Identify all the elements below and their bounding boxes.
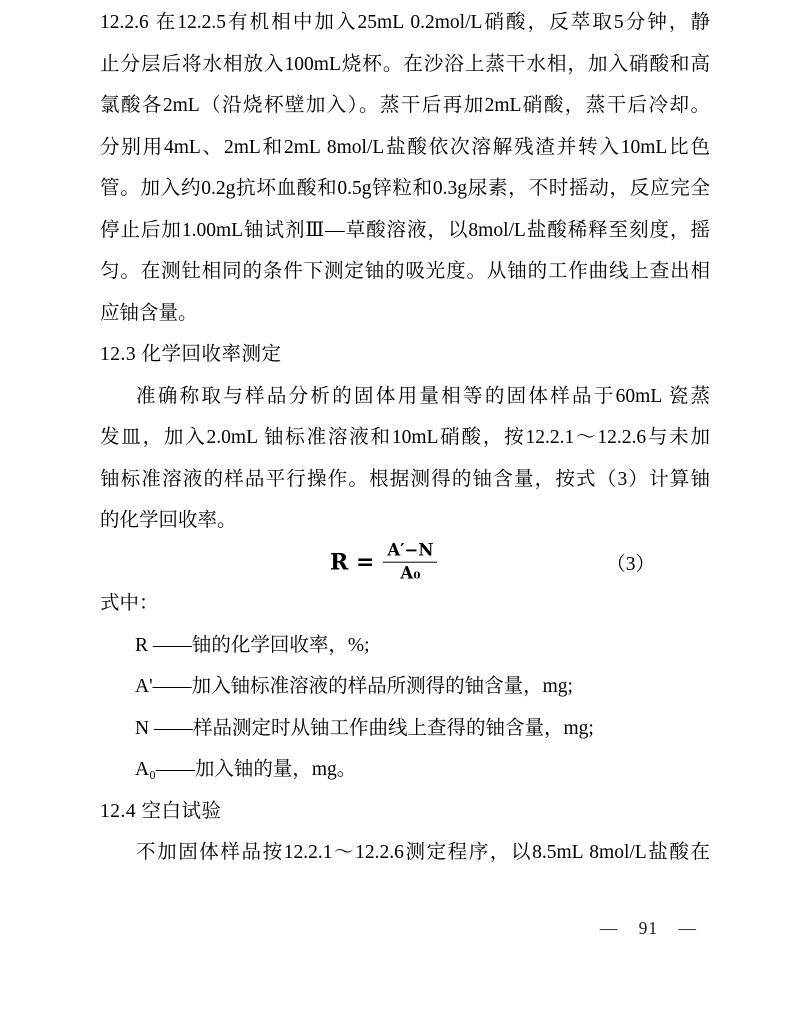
para-12-3-line-4: 的化学回收率。 xyxy=(100,510,237,531)
section-heading-12-3: 12.3 化学回收率测定 xyxy=(100,344,282,365)
para-12-2-6-line-6: 停止后加1.00mL铀试剂Ⅲ—草酸溶液，以8mol/L盐酸稀释至刻度，摇 xyxy=(100,219,710,241)
para-12-2-6-line-2: 止分层后将水相放入100mL烧杯。在沙浴上蒸干水相，加入硝酸和高 xyxy=(100,53,710,75)
document-page xyxy=(100,2,710,874)
para-12-2-6-line-4: 分别用4mL、2mL和2mL 8mol/L盐酸依次溶解残渣并转入10mL比色 xyxy=(100,136,710,158)
section-heading-12-4: 12.4 空白试验 xyxy=(100,800,222,822)
para-12-2-6-line-8: 应铀含量。 xyxy=(100,302,198,324)
equation-3 xyxy=(100,542,710,584)
para-12-3-line-1: 准确称取与样品分析的固体用量相等的固体样品于60mL 瓷蒸 xyxy=(136,385,710,407)
para-12-4-line-1: 不加固体样品按12.2.1～12.2.6测定程序，以8.5mL 8mol/L盐酸在 xyxy=(136,842,710,863)
page-number: — 91 — xyxy=(599,918,697,938)
definition-R: R ——铀的化学回收率，%; xyxy=(135,634,370,656)
para-12-3-line-3: 铀标准溶液的样品平行操作。根据测得的铀含量，按式（3）计算铀 xyxy=(100,468,710,490)
fraction-numerator: A′−N xyxy=(383,541,437,563)
equation-number: （3） xyxy=(606,554,655,576)
para-12-3-line-2: 发皿，加入2.0mL 铀标准溶液和10mL硝酸，按12.2.1～12.2.6与未加 xyxy=(100,427,710,448)
para-12-2-6-line-5: 管。加入约0.2g抗坏血酸和0.5g锌粒和0.3g尿素，不时摇动，反应完全 xyxy=(100,178,710,199)
equation-fraction xyxy=(383,541,437,584)
where-label: 式中： xyxy=(100,593,159,614)
definition-A-prime: A'——加入铀标准溶液的样品所测得的铀含量，mg; xyxy=(135,676,573,697)
definition-A0: A₀——加入铀的量，mg。 xyxy=(135,759,357,780)
para-12-2-6-line-1: 12.2.6 在12.2.5有机相中加入25mL 0.2mol/L硝酸，反萃取5分钟，静 xyxy=(100,12,710,33)
fraction-denominator: A₀ xyxy=(400,563,421,583)
para-12-2-6-line-3: 氯酸各2mL（沿烧杯壁加入）。蒸干后再加2mL硝酸，蒸干后冷却。 xyxy=(100,95,710,116)
equation-lhs: R = xyxy=(330,549,375,576)
definition-N: N ——样品测定时从铀工作曲线上查得的铀含量，mg; xyxy=(135,717,594,739)
equation-expression xyxy=(330,541,437,584)
para-12-2-6-line-7: 匀。在测钍相同的条件下测定铀的吸光度。从铀的工作曲线上查出相 xyxy=(100,261,710,282)
